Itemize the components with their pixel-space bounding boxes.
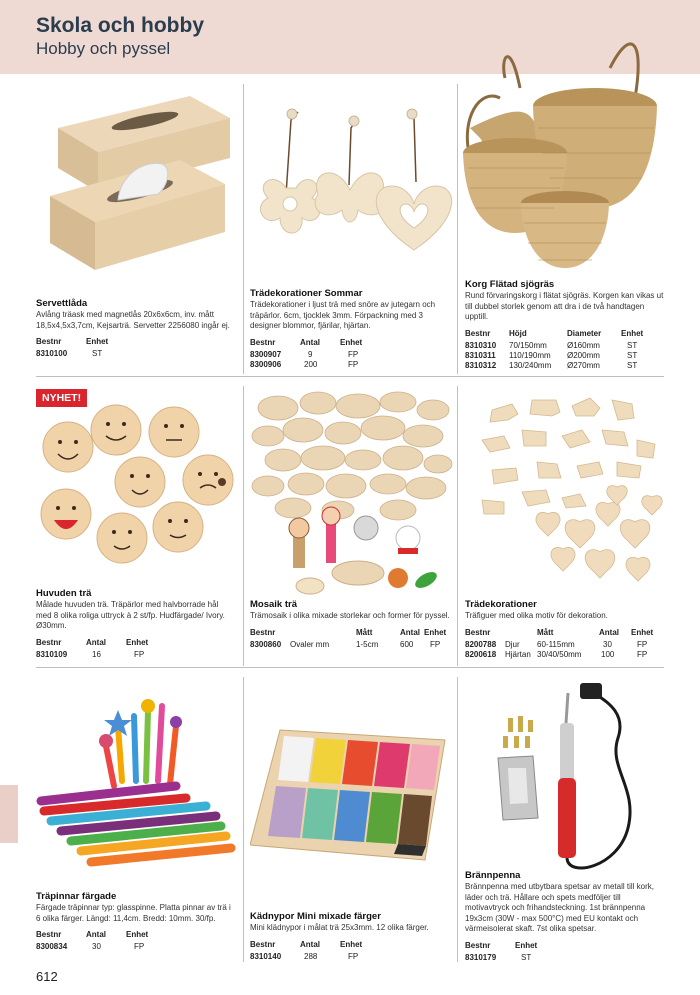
quantity: 288 [304,951,318,961]
spec-table [250,628,448,650]
col-header: Enhet [515,940,538,950]
quantity: 30 [603,639,612,649]
col-header: Enhet [424,627,447,637]
spec-table [465,329,643,371]
diameter: Ø200mm [567,350,600,360]
col-header: Bestnr [250,939,276,949]
wood-mosaic-image [248,388,454,598]
section-title: Skola och hobby [36,14,205,37]
col-header: Enhet [631,627,654,637]
divider [457,386,458,666]
unit: FP [637,649,648,659]
product-description: Brännpenna med utbytbara spetsar av metall till kork, läder och trä. Hållare och spets medföljer till motivavtryck och frihandsteckning. 1st brännpenna 19x3cm (30W - max 500°C) med EU kontakt och värmeisolerat skaft. 7st olika spetsar. [465,882,654,933]
col-header: Bestnr [465,940,491,950]
side-tab [0,785,18,843]
size: 30/40/50mm [537,649,582,659]
diameter: Ø270mm [567,360,600,370]
article-number: 8310100 [36,349,68,358]
article-number: 8300834 [36,942,68,951]
divider [243,84,244,374]
col-header: Diameter [567,328,602,338]
article-number: 8300907 [250,349,282,359]
product-description: Färgade träpinnar typ: glasspinne. Platta pinnar av trä i 6 olika färger. Längd: 11,4cm. Bredd: 10mm. 30/fp. [36,903,231,923]
col-header: Bestnr [36,337,62,346]
divider [457,677,458,962]
product-description: Rund förvaringskorg i flätat sjögräs. Korgen kan vikas ut till dubbel storlek genom att dra i de två handtagen upptill. [465,291,664,321]
unit: FP [348,359,359,369]
product-tradekorationer-sommar [250,288,450,370]
article-number: 8310312 [465,360,497,370]
product-description: Målade huvuden trä. Träpärlor med halvborrade hål med 8 olika roliga uttryck à 2 st/fp. Hudfärgade/ Ivory. Ø30mm. [36,600,225,630]
col-header: Enhet [86,337,109,346]
ornaments-image [246,100,454,260]
product-name: Huvuden trä [36,588,92,599]
product-name: Träpinnar färgade [36,891,117,902]
unit: FP [430,639,441,649]
col-header: Bestnr [465,328,491,338]
divider [36,376,664,377]
article-number: 8310109 [36,649,68,659]
product-name: Servettlåda [36,298,88,309]
unit: ST [521,952,532,962]
diameter: Ø160mm [567,340,600,350]
mini-pegs-box-image [250,720,450,870]
product-korg-flatad [465,279,665,371]
article-number: 8310140 [250,951,282,961]
article-number: 8310310 [465,340,497,350]
col-header: Antal [300,337,320,347]
col-header: Enhet [340,337,363,347]
col-header: Bestnr [250,627,276,637]
article-number: 8200618 [465,649,497,659]
product-huvuden-tra [36,588,236,660]
height: 70/150mm [509,340,547,350]
unit: ST [92,349,103,358]
quantity: 100 [601,649,615,659]
article-number: 8300906 [250,359,282,369]
col-header: Antal [86,637,106,647]
colored-sticks-image [36,686,240,876]
article-number: 8300860 [250,639,282,649]
col-header: Bestnr [250,337,276,347]
variant: Hjärtan [505,649,531,659]
quantity: 16 [92,649,101,659]
product-description: Trämosaik i olika mixade storlekar och former för pyssel. [250,611,450,620]
product-name: Trädekorationer Sommar [250,288,363,299]
col-header: Bestnr [36,637,62,647]
height: 110/190mm [509,350,551,360]
product-servettlada [36,298,236,359]
unit: FP [637,639,648,649]
unit: FP [134,942,145,951]
page-number: 612 [36,969,58,984]
col-header: Enhet [340,939,363,949]
divider [243,677,244,962]
col-header [505,628,537,640]
section-subtitle: Hobby och pyssel [36,39,171,58]
col-header: Enhet [621,328,644,338]
size: 1-5cm [356,639,379,649]
burning-pen-image [468,678,668,878]
unit: FP [134,649,145,659]
unit: ST [627,350,638,360]
divider [457,84,458,374]
variant: Ovaler mm [290,639,330,649]
unit: ST [627,340,638,350]
col-header: Antal [300,939,320,949]
napkin-box-image [40,88,240,278]
col-header: Mått [356,627,373,637]
unit: FP [348,951,359,961]
quantity: 200 [304,359,318,369]
wooden-heads-image [36,402,240,572]
col-header: Antal [86,930,106,939]
product-description: Avlång träask med magnetlås 20x6x6cm, inv. mått 18,5x4,5x3,7cm, Kejsarträ. Servetter 2256080 ingår ej. [36,310,230,330]
product-kadnypor [250,911,450,962]
size: 60-115mm [537,639,575,649]
spec-table [36,638,148,660]
new-badge: NYHET! [36,389,87,407]
product-name: Trädekorationer [465,599,537,610]
article-number: 8200788 [465,639,497,649]
spec-table [465,628,661,660]
product-description: Mini klädnypor i målat trä 25x3mm. 12 olika färger. [250,923,429,932]
product-name: Mosaik trä [250,599,297,610]
unit: FP [348,349,359,359]
product-trapinnar [36,891,236,952]
col-header: Enhet [126,637,149,647]
product-description: Trädekorationer i ljust trä med snöre av jutegarn och träpärlor. 6cm, tjocklek 3mm. Förpackning med 3 designer blommor, fjärilar, hjärtan. [250,300,436,330]
col-header: Höjd [509,328,527,338]
col-header: Antal [400,627,420,637]
spec-table [250,338,362,370]
col-header: Antal [599,627,619,637]
unit: ST [627,360,638,370]
product-description: Träfiguer med olika motiv för dekoration. [465,611,608,620]
col-header: Bestnr [465,627,491,637]
col-header: Mått [537,627,554,637]
baskets-image [460,18,670,278]
product-tradekorationer [465,599,665,660]
quantity: 600 [400,639,414,649]
height: 130/240mm [509,360,552,370]
product-name: Kädnypor Mini mixade färger [250,911,381,922]
col-header: Enhet [126,930,149,939]
spec-table [36,337,108,359]
wooden-figures-image [462,390,666,590]
article-number: 8310179 [465,952,497,962]
spec-table [36,930,148,952]
col-header [290,628,356,640]
product-mosaik-tra [250,599,450,650]
divider [36,667,664,668]
divider [243,386,244,666]
quantity: 9 [308,349,313,359]
quantity: 30 [92,942,101,951]
product-name: Korg Flätad sjögräs [465,279,555,290]
variant: Djur [505,639,520,649]
article-number: 8310311 [465,350,496,360]
spec-table [250,940,362,962]
spec-table [465,941,537,963]
product-name: Brännpenna [465,870,521,881]
product-brannpenna [465,870,665,963]
col-header: Bestnr [36,930,62,939]
